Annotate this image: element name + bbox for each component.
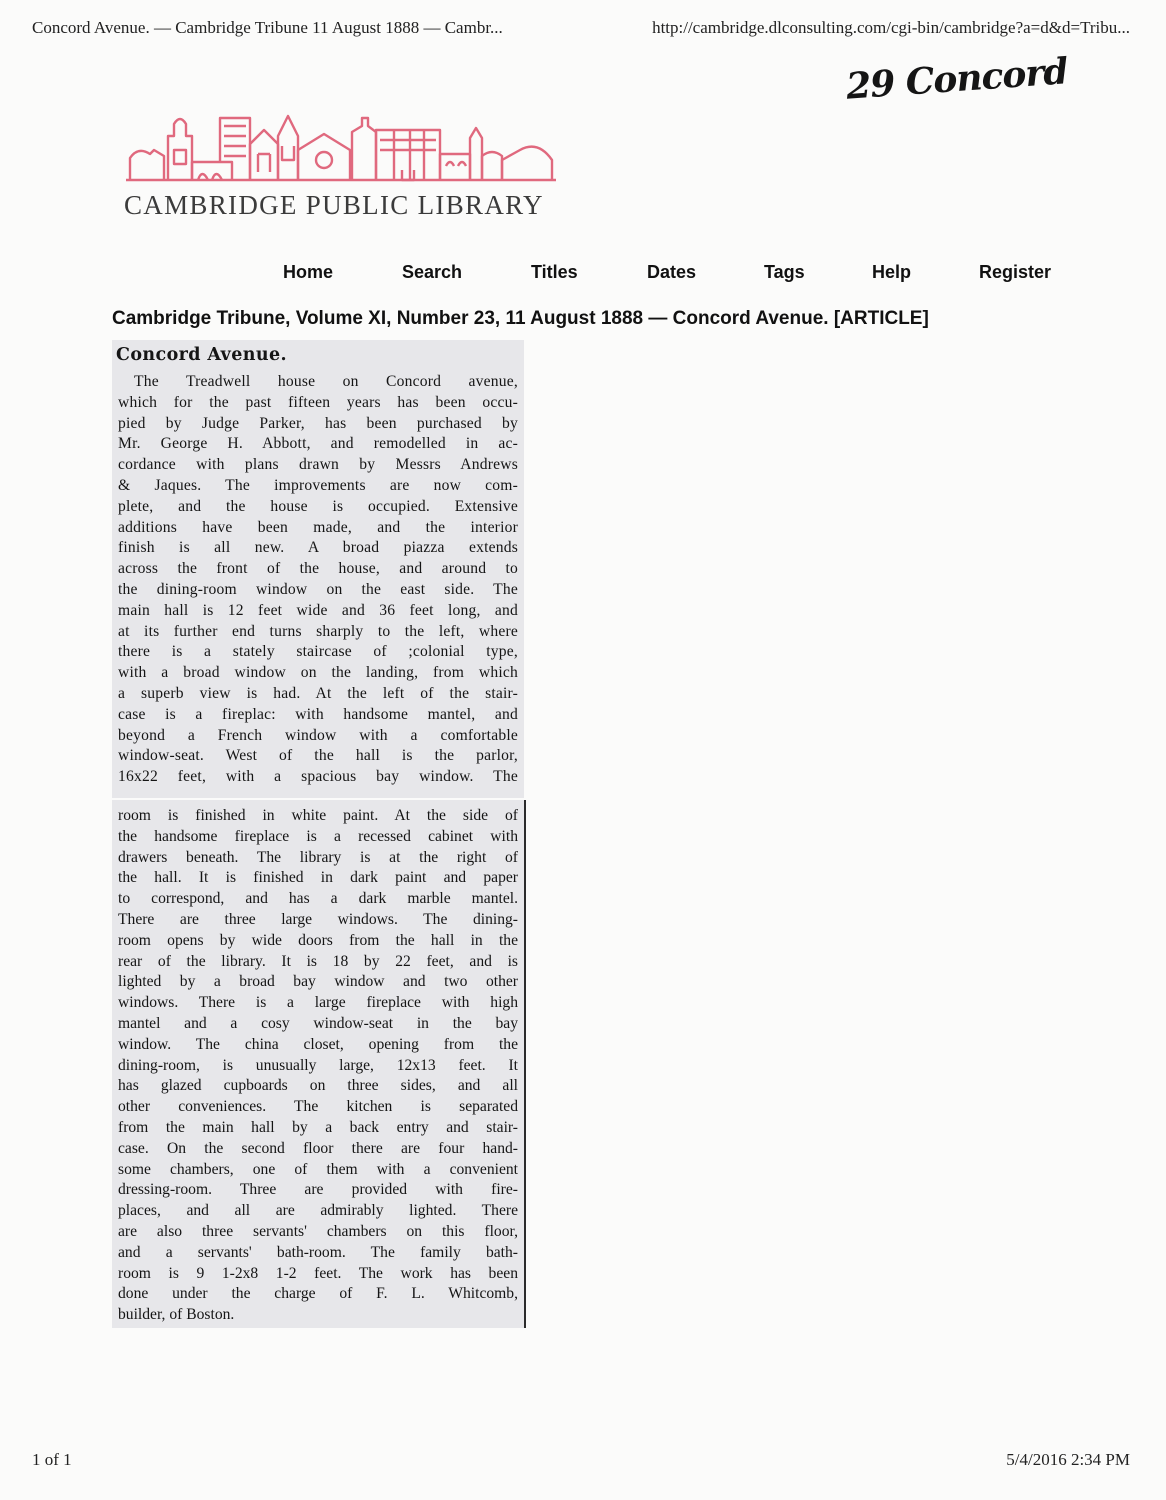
article-text-line: windows. There is a large fireplace with high [118, 994, 518, 1012]
article-text-line: room is finished in white paint. At the side of [118, 807, 518, 824]
article-clip-bottom [112, 800, 526, 1328]
article-text-line: additions have been made, and the interior [118, 518, 518, 536]
article-text-line: other conveniences. The kitchen is separated [118, 1098, 518, 1116]
article-text-line: case. On the second floor there are four hand- [118, 1139, 518, 1157]
nav-dates[interactable]: Dates [647, 262, 697, 282]
article-text-line: lighted by a broad bay window and two other [118, 973, 518, 991]
article-text-line: rear of the library. It is 18 by 22 feet, and is [118, 952, 518, 970]
article-text-line: finish is all new. A broad piazza extends [118, 539, 518, 557]
article-text-line: window-seat. West of the hall is the parlor, [118, 747, 518, 765]
article-text-line: The Treadwell house on Concord avenue, [134, 373, 518, 390]
article-text-line: & Jaques. The improvements are now com- [118, 476, 518, 494]
article-text-line: builder, of Boston. [118, 1306, 235, 1324]
library-name: CAMBRIDGE PUBLIC LIBRARY [124, 190, 544, 220]
page-count: 1 of 1 [32, 1450, 72, 1469]
nav-register[interactable]: Register [979, 262, 1052, 282]
article-text-line: to correspond, and has a dark marble mantel. [118, 890, 518, 908]
article-text-line: the hall. It is finished in dark paint and paper [118, 869, 518, 887]
article-text-line: main hall is 12 feet wide and 36 feet long, and [118, 601, 518, 619]
clip-title: Concord Avenue. [116, 345, 288, 365]
article-text-line: which for the past fifteen years has been occu- [118, 393, 518, 411]
print-timestamp: 5/4/2016 2:34 PM [1006, 1450, 1130, 1469]
print-page-url: http://cambridge.dlconsulting.com/cgi-bin/cambridge?a=d&d=Tribu... [652, 18, 1130, 37]
article-text-line: room is 9 1-2x8 1-2 feet. The work has been [118, 1264, 518, 1282]
article-text-line: are also three servants' chambers on this floor, [118, 1222, 518, 1240]
nav-tags[interactable]: Tags [764, 262, 805, 282]
article-text-line: drawers beneath. The library is at the right of [118, 848, 518, 866]
article-heading: Cambridge Tribune, Volume XI, Number 23, 11 August 1888 — Concord Avenue. [ARTICLE] [112, 308, 929, 329]
article-text-line: the handsome fireplace is a recessed cabinet with [118, 827, 518, 845]
article-text-line: from the main hall by a back entry and stair- [118, 1118, 518, 1136]
article-text-line: plete, and the house is occupied. Extensive [118, 497, 518, 515]
article-text-line: across the front of the house, and around to [118, 560, 518, 578]
article-text-line: and a servants' bath-room. The family bath- [118, 1243, 518, 1261]
article-text-line: cordance with plans drawn by Messrs Andrews [118, 456, 518, 474]
article-text-line: there is a stately staircase of ;colonial type, [118, 643, 518, 661]
nav-help[interactable]: Help [872, 262, 912, 282]
article-text-line: Mr. George H. Abbott, and remodelled in ac- [118, 435, 518, 453]
article-text-line: mantel and a cosy window-seat in the bay [118, 1014, 518, 1032]
article-text-line: There are three large windows. The dining- [118, 910, 518, 928]
article-text-line: places, and all are admirably lighted. There [118, 1202, 518, 1220]
nav-search[interactable]: Search [402, 262, 463, 282]
library-skyline-icon [124, 110, 564, 186]
article-text-line: window. The china closet, opening from the [118, 1035, 518, 1053]
handwritten-note: 29 Concord [844, 50, 1069, 108]
article-text-line: 16x22 feet, with a spacious bay window. The [118, 768, 518, 786]
article-text-line: room opens by wide doors from the hall in the [118, 931, 518, 949]
library-logo[interactable] [124, 110, 564, 221]
article-text-line: dining-room, is unusually large, 12x13 feet. It [118, 1056, 518, 1074]
article-text-line: done under the charge of F. L. Whitcomb, [118, 1285, 518, 1303]
article-text-line: some chambers, one of them with a convenient [118, 1160, 518, 1178]
article-text-line: beyond a French window with a comfortable [118, 726, 518, 744]
article-text-line: pied by Judge Parker, has been purchased by [118, 414, 518, 432]
clip-text-column-1 [118, 372, 518, 788]
main-nav [0, 262, 1166, 290]
article-text-line: at its further end turns sharply to the left, where [118, 622, 518, 640]
nav-titles[interactable]: Titles [531, 262, 578, 282]
article-text-line: dressing-room. Three are provided with fire- [118, 1181, 518, 1199]
nav-home[interactable]: Home [283, 262, 334, 282]
article-clip-top [112, 340, 524, 798]
article-text-line: with a broad window on the landing, from which [118, 664, 518, 682]
article-text-line: a superb view is had. At the left of the stair- [118, 684, 518, 702]
article-text-line: case is a fireplac: with handsome mantel, and [118, 705, 518, 723]
print-page-title: Concord Avenue. — Cambridge Tribune 11 August 1888 — Cambr... [32, 18, 503, 37]
article-text-line: has glazed cupboards on three sides, and all [118, 1077, 518, 1095]
clip-text-column-2 [118, 806, 518, 1326]
article-text-line: the dining-room window on the east side. The [118, 580, 518, 598]
